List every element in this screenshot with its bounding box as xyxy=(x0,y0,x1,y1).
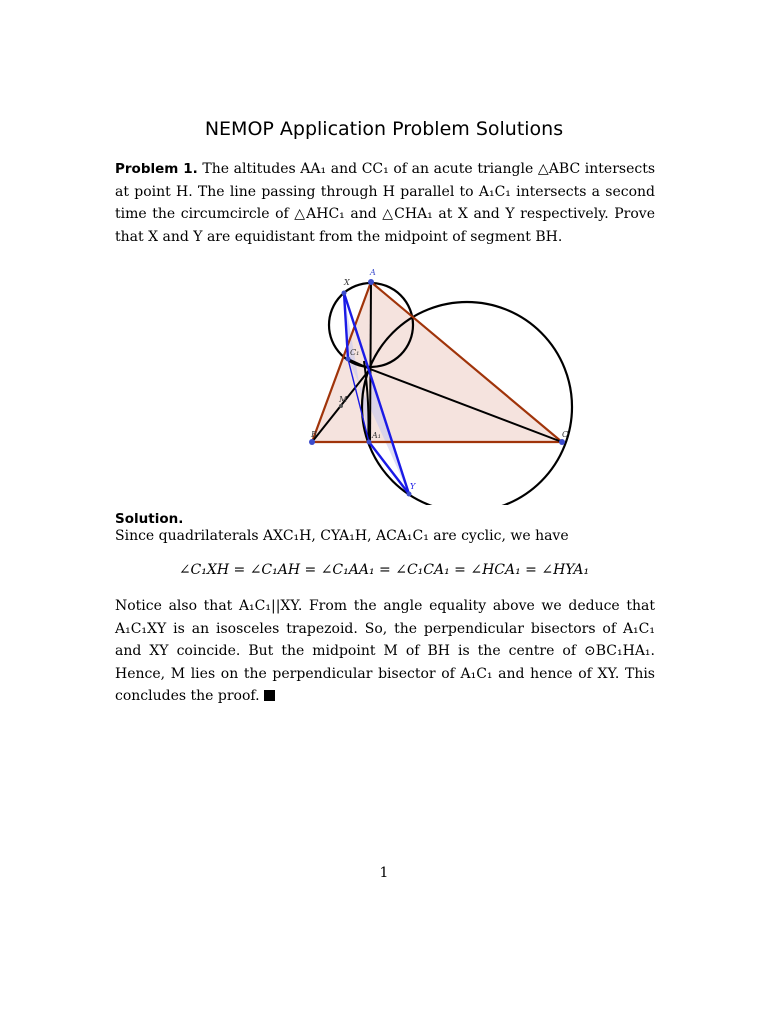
solution-intro: Since quadrilaterals AXC₁H, CYA₁H, ACA₁C₁ are cyclic, we have xyxy=(115,528,569,544)
label-x: X xyxy=(344,278,350,287)
problem-text: The altitudes AA₁ and CC₁ of an acute triangle △ABC intersects at point H. The line passing through H parallel to A₁C₁ intersects a second time the circumcircle of △AHC₁ and △CHA₁ at X and Y respectively. Prove that X and Y are equidistant from the midpoint of segment BH. xyxy=(115,161,656,245)
altitude-aa1 xyxy=(370,282,371,442)
page-number: 1 xyxy=(379,865,389,881)
label-c1: C₁ xyxy=(350,348,360,357)
solution-body xyxy=(115,595,655,708)
solution-label: Solution. xyxy=(115,511,184,527)
problem-label: Problem 1. xyxy=(115,161,198,177)
point-c xyxy=(559,439,565,445)
point-x xyxy=(342,291,347,296)
label-a1: A₁ xyxy=(372,431,381,440)
line-a1y xyxy=(369,442,409,494)
point-y xyxy=(407,492,412,497)
point-c1 xyxy=(346,357,351,362)
point-b xyxy=(309,439,315,445)
label-y: Y xyxy=(410,482,416,491)
problem-statement xyxy=(115,158,655,248)
page-title: NEMOP Application Problem Solutions xyxy=(204,118,564,140)
geometry-figure xyxy=(300,265,590,505)
point-m xyxy=(339,404,343,408)
label-c: C xyxy=(562,430,569,439)
solution-text: Notice also that A₁C₁||XY. From the angle equality above we deduce that A₁C₁XY is an isosceles trapezoid. So, the perpendicular bisectors of A₁C₁ and XY coincide. But the midpoint M of BH is the centre of ⊙BC₁HA₁. Hence, M lies on the perpendicular bisector of A₁C₁ and hence of XY. This concludes the proof. xyxy=(115,598,655,704)
label-m: M xyxy=(339,395,348,404)
angle-equation: ∠C₁XH = ∠C₁AH = ∠C₁AA₁ = ∠C₁CA₁ = ∠HCA₁ = ∠HYA₁ xyxy=(178,562,590,578)
qed-square-icon xyxy=(264,690,275,701)
point-a1 xyxy=(367,440,372,445)
point-a xyxy=(368,279,374,285)
label-a: A xyxy=(370,268,376,277)
label-b: B xyxy=(311,430,317,439)
